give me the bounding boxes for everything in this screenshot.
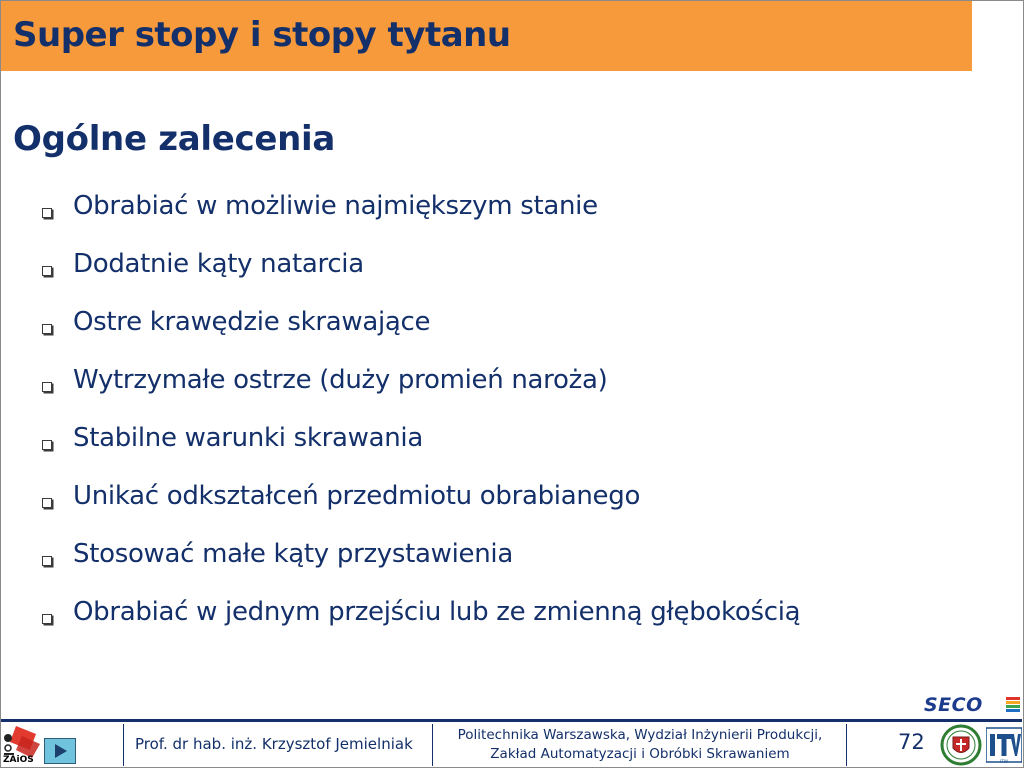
bullet-square-icon	[42, 266, 52, 276]
bullet-text: Stosować małe kąty przystawienia	[73, 539, 513, 569]
bullet-item	[0, 249, 900, 289]
bullet-square-icon	[42, 556, 52, 566]
bullet-square-icon	[42, 208, 52, 218]
bullet-text: Obrabiać w możliwie najmiększym stanie	[73, 191, 598, 221]
next-slide-button[interactable]	[44, 738, 76, 764]
bullet-item	[0, 365, 900, 405]
slide-title: Super stopy i stopy tytanu	[13, 15, 511, 55]
next-slide-arrow-icon	[45, 739, 75, 763]
footer-affiliation-line2: Zakład Automatyzacji i Obróbki Skrawaniem	[490, 746, 790, 762]
itw-logo-icon	[986, 726, 1022, 764]
bullet-item	[0, 539, 900, 579]
footer-author: Prof. dr hab. inż. Krzysztof Jemielniak	[135, 735, 413, 753]
bullet-text: Obrabiać w jednym przejściu lub ze zmienną głębokością	[73, 597, 801, 627]
bullet-square-icon	[42, 440, 52, 450]
bullet-square-icon	[42, 382, 52, 392]
zaios-logo-text: ZAiOS	[3, 755, 34, 765]
bullet-item	[0, 191, 900, 231]
itw-logo-text: ITW	[1000, 759, 1008, 764]
bullet-text: Ostre krawędzie skrawające	[73, 307, 431, 337]
bullet-text: Unikać odkształceń przedmiotu obrabianego	[73, 481, 641, 511]
bullet-square-icon	[42, 324, 52, 334]
politechnika-crest-icon	[939, 724, 983, 766]
footer-divider	[432, 724, 433, 766]
footer-divider	[846, 724, 847, 766]
page-number: 72	[898, 730, 925, 754]
bullet-item	[0, 597, 900, 637]
title-bar	[1, 1, 972, 71]
bullet-item	[0, 481, 900, 521]
bullet-item	[0, 307, 900, 347]
bullet-text: Dodatnie kąty natarcia	[73, 249, 364, 279]
bullet-text: Wytrzymałe ostrze (duży promień naroża)	[73, 365, 608, 395]
section-heading: Ogólne zalecenia	[13, 119, 336, 159]
bullet-square-icon	[42, 614, 52, 624]
bullet-square-icon	[42, 498, 52, 508]
footer-affiliation-line1: Politechnika Warszawska, Wydział Inżynierii Produkcji,	[457, 727, 823, 743]
footer-rule	[1, 719, 1022, 722]
footer-divider	[123, 724, 124, 766]
seco-logo-stripes-icon	[1006, 697, 1020, 713]
footer-affiliation	[444, 726, 836, 764]
bullet-text: Stabilne warunki skrawania	[73, 423, 423, 453]
seco-logo: SECO	[924, 694, 983, 716]
bullet-item	[0, 423, 900, 463]
